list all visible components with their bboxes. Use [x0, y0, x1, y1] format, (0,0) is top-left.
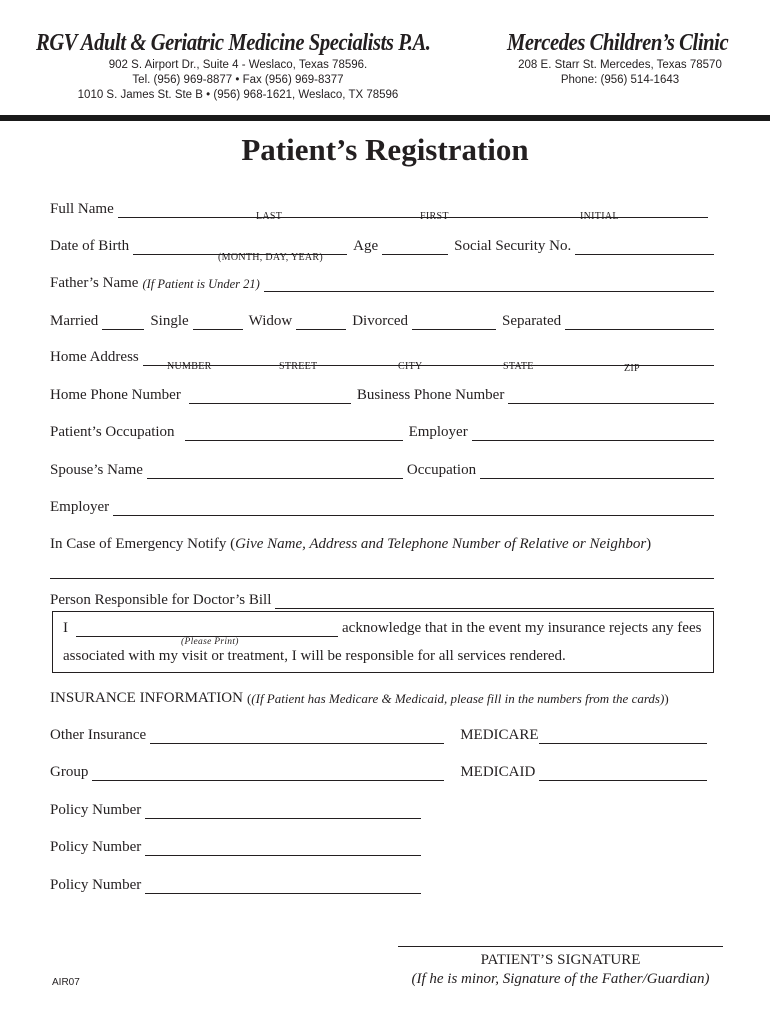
business-phone-label: Business Phone Number	[356, 387, 505, 403]
widow-field[interactable]	[296, 315, 346, 330]
phone-row	[50, 380, 714, 404]
spouse-occupation-field[interactable]	[480, 464, 714, 479]
emergency-label: In Case of Emergency Notify (	[50, 536, 236, 552]
page-title: Patient’s Registration	[241, 132, 529, 167]
policy-row-1	[50, 795, 714, 819]
spouse-name-field[interactable]	[147, 464, 403, 479]
divorced-field[interactable]	[412, 315, 496, 330]
signature-field[interactable]	[398, 946, 723, 947]
signature-label: PATIENT’S SIGNATURE	[480, 952, 641, 968]
state-hint: STATE	[503, 361, 534, 372]
single-field[interactable]	[193, 315, 243, 330]
left-address-line-1: 902 S. Airport Dr., Suite 4 - Weslaco, Texas 78596.	[108, 59, 368, 71]
spouse-name-label: Spouse’s Name	[50, 462, 143, 478]
emergency-row	[50, 529, 714, 553]
medicaid-label: MEDICAID	[460, 764, 536, 780]
separated-label: Separated	[502, 313, 562, 329]
city-hint: CITY	[398, 361, 423, 372]
left-address-line-2: Tel. (956) 969-8877 • Fax (956) 969-8377	[132, 74, 344, 86]
policy-number-label-2: Policy Number	[50, 839, 142, 855]
ack-i: I	[63, 620, 68, 636]
dob-row	[50, 231, 714, 255]
age-label: Age	[353, 238, 379, 254]
business-phone-field[interactable]	[508, 389, 714, 404]
ssn-label: Social Security No.	[454, 238, 572, 254]
right-address-line-1: 208 E. Starr St. Mercedes, Texas 78570	[518, 59, 722, 71]
home-phone-field[interactable]	[189, 389, 351, 404]
ack-text-1: acknowledge that in the event my insurance rejects any fees	[342, 620, 702, 636]
responsible-field[interactable]	[275, 594, 714, 609]
policy-row-3	[50, 870, 714, 894]
number-hint: NUMBER	[167, 361, 212, 372]
signature-note: (If he is minor, Signature of the Father/Guardian)	[411, 971, 710, 987]
single-label: Single	[150, 313, 189, 329]
spouse-employer-row	[50, 492, 714, 516]
ack-name-field[interactable]	[76, 622, 338, 637]
ack-text-2: associated with my visit or treatment, I will be responsible for all services rendered.	[63, 648, 566, 664]
father-name-field[interactable]	[264, 277, 714, 292]
emergency-field[interactable]	[50, 564, 714, 579]
father-name-note: (If Patient is Under 21)	[142, 277, 260, 291]
employer-field[interactable]	[472, 426, 714, 441]
right-clinic-name: Mercedes Children’s Clinic	[507, 30, 729, 56]
occupation-field[interactable]	[185, 426, 403, 441]
medicare-label: MEDICARE	[460, 727, 539, 743]
ack-line-1	[63, 620, 701, 637]
responsible-label: Person Responsible for Doctor’s Bill	[50, 592, 272, 608]
policy-row-2	[50, 832, 714, 856]
emergency-line-row	[50, 555, 714, 579]
home-address-label: Home Address	[50, 349, 139, 365]
full-name-field[interactable]	[118, 203, 708, 218]
divorced-label: Divorced	[352, 313, 409, 329]
occupation-label: Patient’s Occupation	[50, 424, 175, 440]
responsible-row	[50, 585, 714, 609]
age-field[interactable]	[382, 240, 448, 255]
spouse-row	[50, 455, 714, 479]
policy-number-field-1[interactable]	[145, 804, 421, 819]
street-hint: STREET	[279, 361, 318, 372]
group-field[interactable]	[92, 766, 444, 781]
emergency-close: )	[646, 536, 652, 552]
married-field[interactable]	[102, 315, 144, 330]
group-row	[50, 757, 714, 781]
occupation-row	[50, 417, 714, 441]
home-phone-label: Home Phone Number	[50, 387, 181, 403]
form-id: AIR07	[52, 977, 80, 988]
insurance-note-text: (If Patient has Medicare & Medicaid, please fill in the numbers from the cards)	[251, 691, 665, 706]
marital-status-row	[50, 306, 714, 330]
zip-hint: ZIP	[624, 363, 640, 374]
separated-field[interactable]	[565, 315, 714, 330]
married-label: Married	[50, 313, 99, 329]
spouse-occupation-label: Occupation	[406, 462, 477, 478]
dob-hint: (MONTH, DAY, YEAR)	[218, 252, 324, 263]
other-insurance-field[interactable]	[150, 729, 444, 744]
ssn-field[interactable]	[575, 240, 714, 255]
full-name-label: Full Name	[50, 201, 114, 217]
header-divider	[0, 115, 770, 121]
dob-label: Date of Birth	[50, 238, 130, 254]
home-address-row	[50, 342, 714, 366]
policy-number-label-1: Policy Number	[50, 802, 142, 818]
please-print-hint: (Please Print)	[181, 637, 239, 647]
initial-hint: INITIAL	[580, 211, 619, 222]
other-insurance-label: Other Insurance	[50, 727, 147, 743]
other-insurance-row	[50, 720, 714, 744]
group-label: Group	[50, 764, 89, 780]
widow-label: Widow	[248, 313, 293, 329]
insurance-heading-row	[50, 683, 714, 707]
insurance-heading: INSURANCE INFORMATION	[50, 690, 243, 706]
father-name-label: Father’s Name	[50, 275, 139, 291]
last-hint: LAST	[256, 211, 283, 222]
right-clinic-address	[500, 58, 740, 88]
policy-number-field-3[interactable]	[145, 879, 421, 894]
medicare-field[interactable]	[539, 729, 707, 744]
father-row	[50, 268, 714, 292]
spouse-employer-label: Employer	[50, 499, 110, 515]
left-address-line-3: 1010 S. James St. Ste B • (956) 968-1621, Weslaco, TX 78596	[77, 89, 399, 101]
policy-number-label-3: Policy Number	[50, 877, 142, 893]
medicaid-field[interactable]	[539, 766, 707, 781]
policy-number-field-2[interactable]	[145, 841, 421, 856]
emergency-note: Give Name, Address and Telephone Number of Relative or Neighbor	[235, 536, 647, 552]
right-address-line-2: Phone: (956) 514-1643	[560, 74, 680, 86]
left-clinic-address	[58, 58, 418, 103]
first-hint: FIRST	[420, 211, 449, 222]
employer-label: Employer	[408, 424, 468, 440]
insurance-note: ((If Patient has Medicare & Medicaid, please fill in the numbers from the cards))	[246, 691, 669, 706]
left-clinic-name: RGV Adult & Geriatric Medicine Specialists P.A.	[36, 30, 431, 56]
spouse-employer-field[interactable]	[113, 501, 714, 516]
